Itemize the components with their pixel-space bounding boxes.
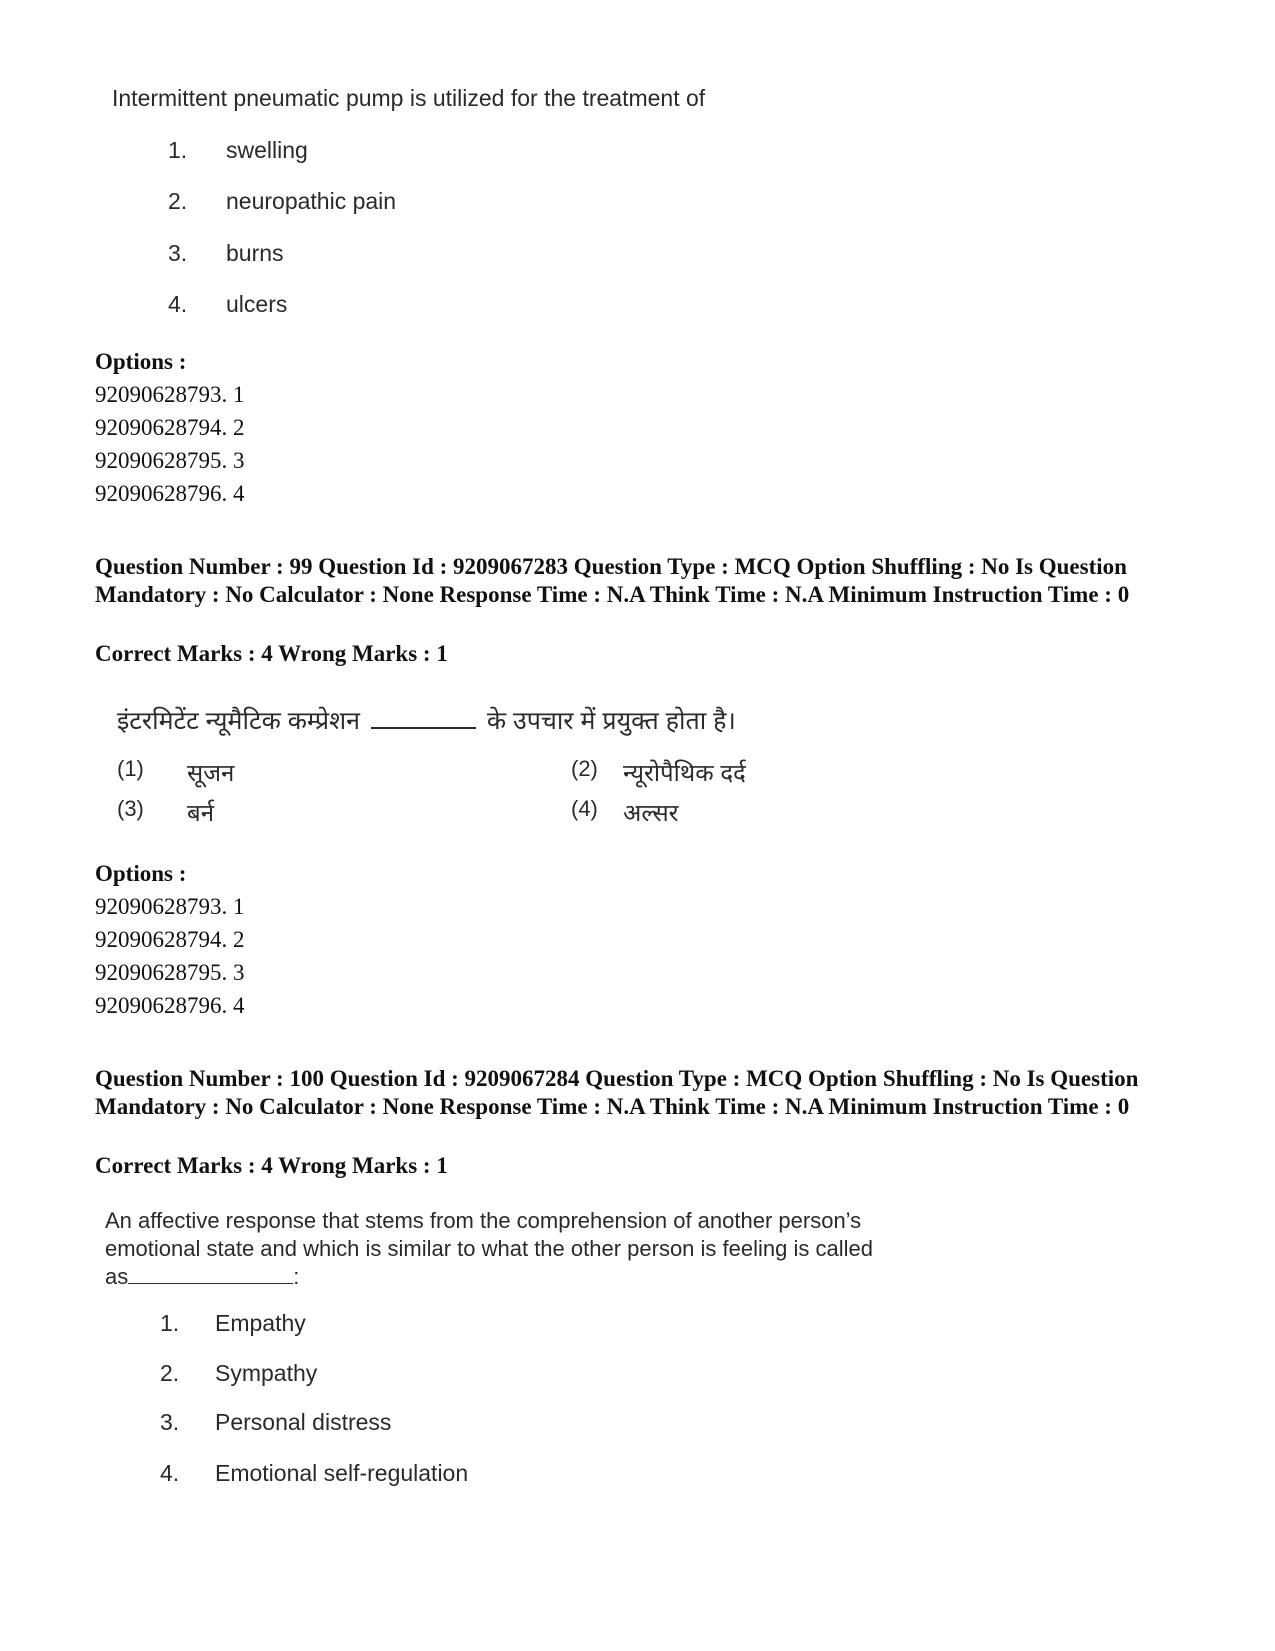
choice-number: 4. (160, 1460, 180, 1486)
option-id: 92090628796. 4 (95, 993, 245, 1018)
choice-number: (1) (117, 756, 144, 781)
choice-number: 4. (168, 291, 188, 317)
option-id: 92090628794. 2 (95, 927, 245, 952)
stem-line: An affective response that stems from the comprehension of another person’s (105, 1208, 862, 1233)
marks-line: Correct Marks : 4 Wrong Marks : 1 (95, 1153, 448, 1178)
choice-number: (4) (571, 796, 598, 821)
choice-number: 2. (160, 1360, 180, 1386)
option-id: 92090628793. 1 (95, 894, 245, 919)
question-stem (105, 1207, 985, 1291)
choice-text: अल्सर (623, 800, 679, 827)
marks-line: Correct Marks : 4 Wrong Marks : 1 (95, 641, 448, 666)
blank-line (128, 1283, 293, 1284)
choice-text: बर्न (187, 800, 215, 827)
hindi-stem-part: इंटरमिटेंट न्यूमैटिक कम्प्रेशन (117, 707, 360, 735)
options-label: Options : (95, 349, 187, 374)
hindi-stem-part: के उपचार में प्रयुक्त होता है। (486, 707, 736, 735)
choice-number: (2) (571, 756, 598, 781)
option-id: 92090628793. 1 (95, 382, 245, 407)
choice-text: ulcers (226, 291, 288, 317)
choice-text: neuropathic pain (226, 188, 397, 214)
question-meta: Question Number : 100 Question Id : 9209067284 Question Type : MCQ Option Shuffling : No Is Question Mandatory : No Calculator : None Response Time : N.A Think Time : N.A Minimum Instruction Time : 0 (95, 1066, 1139, 1119)
choice-number: 1. (160, 1310, 180, 1336)
options-label: Options : (95, 861, 187, 886)
option-id: 92090628795. 3 (95, 960, 245, 985)
stem-line (105, 1263, 985, 1291)
choice-text: Emotional self-regulation (215, 1460, 469, 1486)
option-id: 92090628794. 2 (95, 415, 245, 440)
stem-part: as (105, 1264, 129, 1289)
hindi-question-stem (117, 703, 736, 737)
option-id: 92090628795. 3 (95, 448, 245, 473)
choice-number: 2. (168, 188, 188, 214)
choice-text: Sympathy (215, 1360, 318, 1386)
question-meta: Question Number : 99 Question Id : 9209067283 Question Type : MCQ Option Shuffling : No Is Question Mandatory : No Calculator : None Response Time : N.A Think Time : N.A Minimum Instruction Time : 0 (95, 554, 1130, 607)
stem-part: : (293, 1264, 300, 1289)
choice-text: Empathy (215, 1310, 306, 1336)
option-id: 92090628796. 4 (95, 481, 245, 506)
stem-line: emotional state and which is similar to what the other person is feeling is called (105, 1236, 873, 1261)
blank-line (371, 727, 476, 729)
choice-text: सूजन (187, 760, 235, 787)
choice-number: 1. (168, 137, 188, 163)
choice-number: (3) (117, 796, 144, 821)
choice-number: 3. (160, 1409, 180, 1435)
choice-text: Personal distress (215, 1409, 392, 1435)
choice-number: 3. (168, 240, 188, 266)
choice-text: swelling (226, 137, 308, 163)
question-stem: Intermittent pneumatic pump is utilized for the treatment of (112, 85, 706, 111)
choice-text: burns (226, 240, 284, 266)
choice-text: न्यूरोपैथिक दर्द (623, 760, 746, 787)
